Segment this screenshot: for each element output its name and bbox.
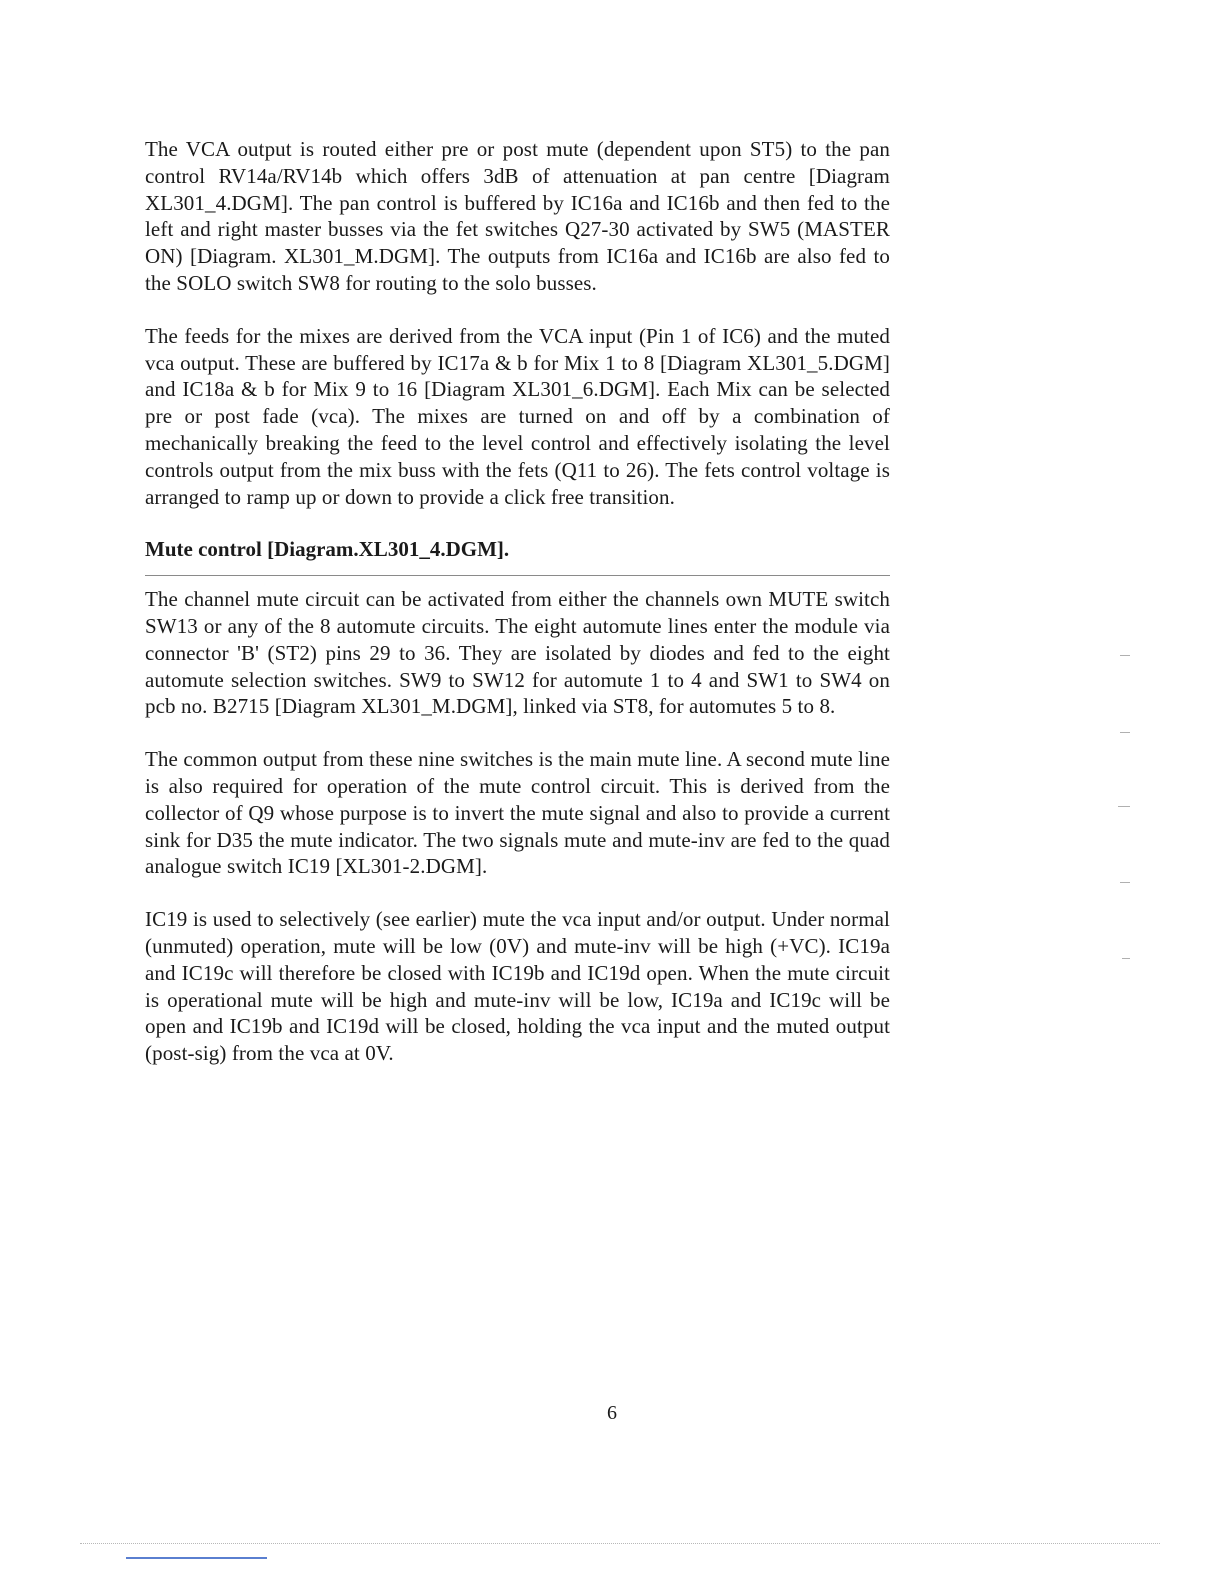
- paragraph-mute-lines: The common output from these nine switches is the main mute line. A second mute line is also required for operation of the mute control circuit. This is derived from the collector of Q9 whose purpose is to invert the mute signal and also to provide a current sink for D35 the mute indicator. The two signals mute and mute-inv are fed to the quad analogue switch IC19 [XL301-2.DGM].: [145, 747, 890, 879]
- paragraph-ic19: IC19 is used to selectively (see earlier) mute the vca input and/or output. Under normal (unmuted) operation, mute will be low (0V) and mute-inv will be high (+VC). IC19a and IC19c will therefore be closed with IC19b and IC19d open. When the mute circuit is operational mute will be high and mute-inv will be low, IC19a and IC19c will be open and IC19b and IC19d will be closed, holding the vca input and the muted output (post-sig) from the vca at 0V.: [145, 907, 890, 1066]
- margin-mark: [1120, 655, 1130, 656]
- paragraph-pan-control: The VCA output is routed either pre or post mute (dependent upon ST5) to the pan control RV14a/RV14b which offers 3dB of attenuation at pan centre [Diagram XL301_4.DGM]. The pan control is buffered by IC16a and IC16b and then fed to the left and right master busses via the fet switches Q27-30 activated by SW5 (MASTER ON) [Diagram. XL301_M.DGM]. The outputs from IC16a and IC16b are also fed to the SOLO switch SW8 for routing to the solo busses.: [145, 137, 890, 295]
- section-heading-mute-control: Mute control [Diagram.XL301_4.DGM].: [145, 537, 510, 562]
- margin-mark: [1120, 732, 1130, 733]
- footer-accent-line: [126, 1557, 267, 1559]
- page-number: 6: [607, 1402, 617, 1424]
- margin-mark: [1122, 958, 1130, 959]
- paragraph-channel-mute: The channel mute circuit can be activated from either the channels own MUTE switch SW13 or any of the 8 automute circuits. The eight automute lines enter the module via connector 'B' (ST2) pins 29 to 36. They are isolated by diodes and fed to the eight automute selection switches. SW9 to SW12 for automute 1 to 4 and SW1 to SW4 on pcb no. B2715 [Diagram XL301_M.DGM], linked via ST8, for automutes 5 to 8.: [145, 587, 890, 719]
- footer-divider: [80, 1543, 1160, 1544]
- margin-mark: [1120, 882, 1130, 883]
- heading-underline: [145, 575, 890, 576]
- page-body: [145, 136, 890, 1093]
- paragraph-mix-feeds: The feeds for the mixes are derived from the VCA input (Pin 1 of IC6) and the muted vca output. These are buffered by IC17a & b for Mix 1 to 8 [Diagram XL301_5.DGM] and IC18a & b for Mix 9 to 16 [Diagram XL301_6.DGM]. Each Mix can be selected pre or post fade (vca). The mixes are turned on and off by a combination of mechanically breaking the feed to the level control and effectively isolating the level controls output from the mix buss with the fets (Q11 to 26). The fets control voltage is arranged to ramp up or down to provide a click free transition.: [145, 323, 890, 509]
- margin-mark: [1118, 806, 1130, 807]
